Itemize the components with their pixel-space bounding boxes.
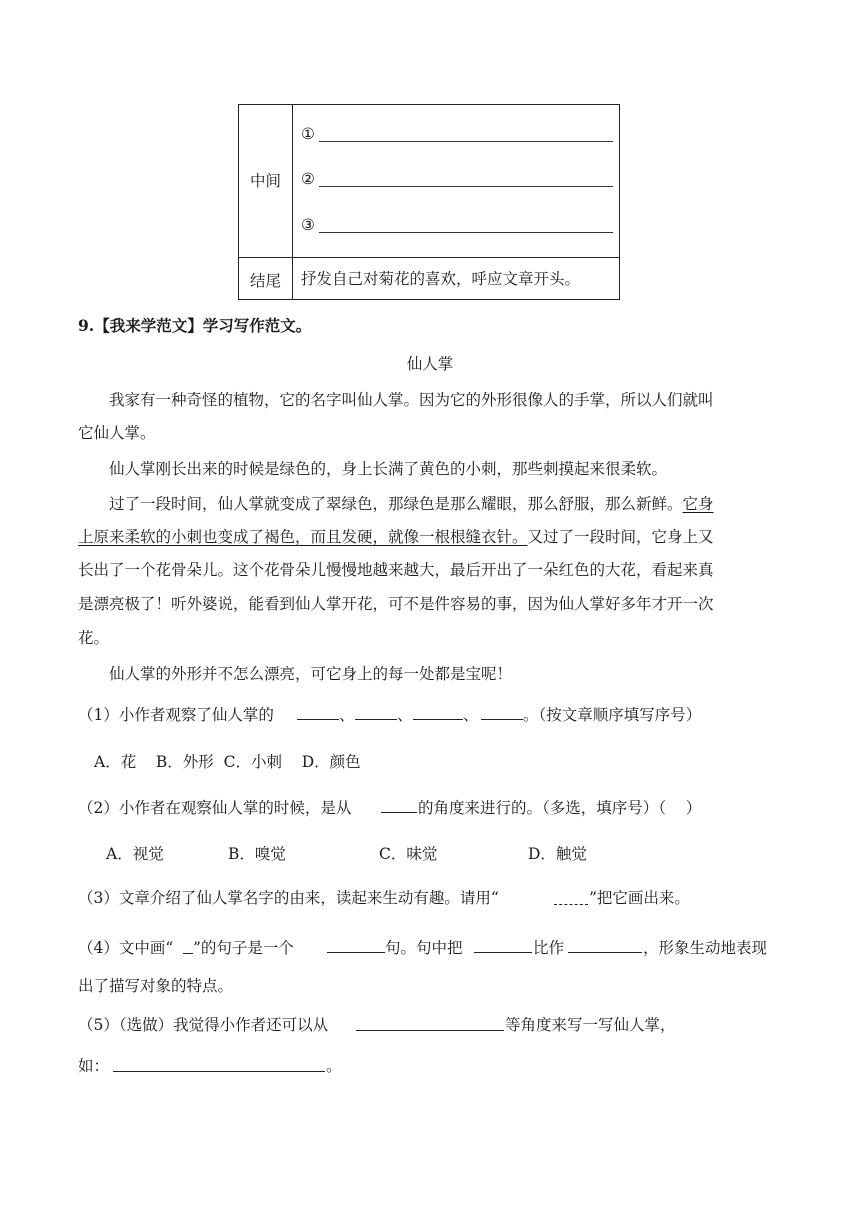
middle-item-1: ① xyxy=(301,125,315,143)
q2-text-end: 的角度来进行的。（多选，填序号）（ ） xyxy=(418,799,702,817)
essay-p3-line1 xyxy=(109,494,714,514)
essay-p1-line1: 我家有一种奇怪的植物，它的名字叫仙人掌。因为它的外形很像人的手掌，所以人们就叫 xyxy=(109,391,714,409)
q2-option-c: C．味觉 xyxy=(379,845,438,863)
middle-blank-2[interactable] xyxy=(319,186,613,187)
q5-line2-end: 。 xyxy=(326,1057,342,1075)
q1-blank-3[interactable] xyxy=(413,719,463,720)
essay-p4-line1: 仙人掌的外形并不怎么漂亮，可它身上的每一处都是宝呢！ xyxy=(109,665,513,683)
q5-text-start: （5）（选做）我觉得小作者还可以从 xyxy=(78,1016,329,1034)
q5-blank-1[interactable] xyxy=(356,1030,504,1031)
q5-text-end: 等角度来写一写仙人掌， xyxy=(505,1016,676,1034)
essay-p3-line4: 是漂亮极了！听外婆说，能看到仙人掌开花，可不是件容易的事，因为仙人掌好多年才开一次 xyxy=(78,595,714,613)
essay-p2-line1: 仙人掌刚长出来的时候是绿色的，身上长满了黄色的小刺，那些刺摸起来很柔软。 xyxy=(109,460,668,478)
q4-blank-2[interactable] xyxy=(474,952,532,953)
q3-wavy-line-sample xyxy=(554,904,588,905)
q4-underline-sample xyxy=(183,953,193,954)
q4-text-4: 比作 xyxy=(533,939,565,957)
q2-option-d: D．触觉 xyxy=(528,845,587,863)
middle-item-3: ③ xyxy=(301,216,315,234)
essay-underlined-sentence-end: 上原来柔软的小刺也变成了褐色，而且发硬，就像一根根缝衣针。 xyxy=(78,528,528,546)
q1-sep-3: 、 xyxy=(463,706,479,724)
essay-p3-line5: 花。 xyxy=(78,629,110,647)
q4-blank-1[interactable] xyxy=(327,952,385,953)
table-divider-horizontal xyxy=(239,257,619,258)
q1-blank-1[interactable] xyxy=(297,719,339,720)
q1-options: A．花 B．外形 C．小刺 D．颜色 xyxy=(94,753,361,771)
end-text: 抒发自己对菊花的喜欢，呼应文章开头。 xyxy=(301,270,581,288)
essay-underlined-sentence-start: 它身 xyxy=(682,495,714,513)
middle-item-2: ② xyxy=(301,170,315,188)
q5-line2-start: 如： xyxy=(78,1057,110,1075)
q1-text-start: （1）小作者观察了仙人掌的 xyxy=(78,706,274,724)
q3-text-start: （3）文章介绍了仙人掌名字的由来，读起来生动有趣。请用“ xyxy=(78,889,499,907)
q2-option-b: B．嗅觉 xyxy=(228,845,286,863)
q2-blank[interactable] xyxy=(381,812,417,813)
q1-blank-2[interactable] xyxy=(355,719,397,720)
outline-table xyxy=(238,104,620,300)
end-label: 结尾 xyxy=(249,272,281,290)
q9-heading xyxy=(78,316,311,336)
q1-sep-2: 、 xyxy=(397,706,413,724)
q5-blank-2[interactable] xyxy=(113,1071,325,1072)
middle-blank-1[interactable] xyxy=(319,141,613,142)
q1-sep-1: 、 xyxy=(339,706,355,724)
q4-text-start: （4）文中画“ xyxy=(78,939,174,957)
middle-label: 中间 xyxy=(249,172,281,190)
q4-text-line2: 出了描写对象的特点。 xyxy=(78,977,234,995)
q4-text-2: ”的句子是一个 xyxy=(193,939,294,957)
middle-blank-3[interactable] xyxy=(319,232,613,233)
q4-blank-3[interactable] xyxy=(568,952,642,953)
q4-text-3: 句。句中把 xyxy=(385,939,463,957)
essay-p3-line2-b: 又过了一段时间，它身上又 xyxy=(527,528,714,546)
q9-number: 9. xyxy=(78,316,95,335)
q2-text-start: （2）小作者在观察仙人掌的时候，是从 xyxy=(78,799,352,817)
essay-title: 仙人掌 xyxy=(406,355,454,373)
table-divider-vertical xyxy=(292,105,293,299)
q2-option-a: A．视觉 xyxy=(106,845,164,863)
essay-p3-line2 xyxy=(78,527,714,547)
essay-p3-line1-a: 过了一段时间，仙人掌就变成了翠绿色，那绿色是那么耀眼，那么舒服，那么新鲜。 xyxy=(109,495,683,513)
essay-p1-line2: 它仙人掌。 xyxy=(78,424,156,442)
q9-heading-text: 【我来学范文】学习写作范文。 xyxy=(94,316,312,335)
q3-text-end: ”把它画出来。 xyxy=(589,889,690,907)
q1-blank-4[interactable] xyxy=(481,719,523,720)
q1-text-end: 。（按文章顺序填写序号） xyxy=(523,706,702,724)
essay-p3-line3: 长出了一个花骨朵儿。这个花骨朵儿慢慢地越来越大，最后开出了一朵红色的大花，看起来真 xyxy=(78,561,714,579)
q4-text-5: ，形象生动地表现 xyxy=(643,939,768,957)
